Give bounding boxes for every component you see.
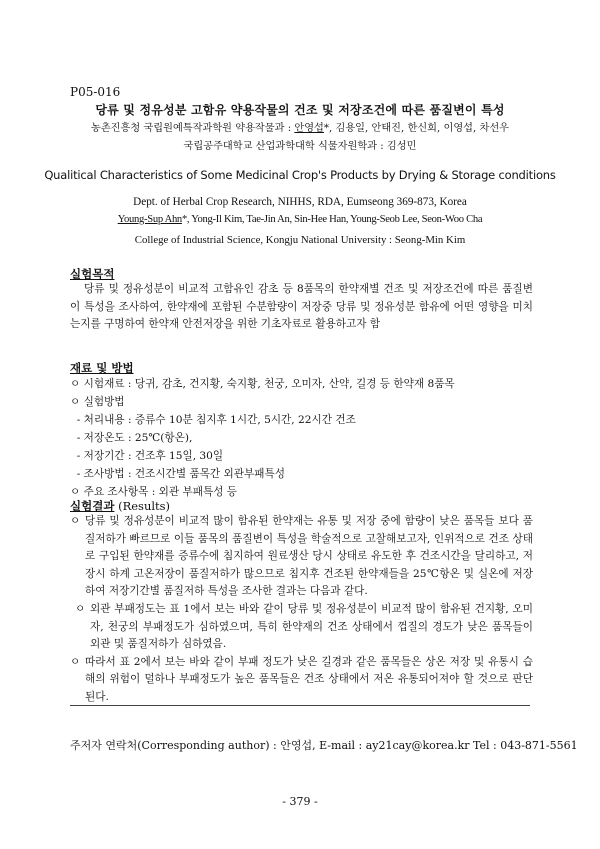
results-bullet [70,654,533,707]
footnote-divider [70,705,530,706]
abstract-code: P05-016 [70,85,121,99]
korean-affiliation: 농촌진흥청 국립원예특작과학원 약용작물과 : [91,123,295,134]
korean-coauthors: *, 김용일, 안태진, 한신희, 이영섭, 차선우 [323,123,509,134]
results-heading [70,498,170,514]
methods-heading: 재료 및 방법 [70,361,134,375]
korean-corresponding-author: 안영섭 [294,123,324,134]
english-authors [0,214,600,225]
corresponding-author-contact: 주저자 연락처(Corresponding author) : 안영섭, E-mail : ay21cay@korea.kr Tel : 043-871-5561 [70,739,578,752]
results-bullet-text: 당류 및 정유성분이 비교적 많이 함유된 한약재는 유통 및 저장 중에 함량이 낮은 품목들 보다 품질저하가 빠르므로 이들 품목의 품질변이 특성을 학술적으로 고찰해보고자, 인위적으로 건조 상태로 구입된 한약재를 증류수에 침지하여 원료생산 당시 상태로 유도한 후 건조시간을 달리하고, 저장시 하계 고온저장이 품질저하가 많으므로 침지후 건조된 한약재들을 25℃항온 및 실온에 저장하여 저장기간별 품질저하 특성을 조사한 결과는 다음과 같다. [85,515,533,598]
results-bullet [70,513,533,601]
results-bullet-text: 외관 부패정도는 표 1에서 보는 바와 같이 당류 및 정유성분이 비교적 많이 함유된 건지황, 오미자, 천궁의 부패정도가 심하였으며, 특히 한약재의 건조 상태에서 껍질의 경도가 낮은 품목들이 외관 및 품질저하가 심하였음. [90,602,533,651]
english-affiliation: Dept. of Herbal Crop Research, NIHHS, RDA, Eumseong 369-873, Korea [133,196,467,208]
korean-authors-line2: 국립공주대학교 산업과학대학 식물자원학과 : 김성민 [183,141,417,152]
english-corresponding-author: Young-Sup Ahn [117,214,182,225]
english-title: Qualitical Characteristics of Some Medicinal Crop's Products by Drying & Storage conditions [44,168,556,182]
results-heading-korean: 실험결과 [70,499,115,513]
english-affiliation-2: College of Industrial Science, Kongju National University : Seong-Min Kim [134,234,466,246]
methods-line: - 저장온도 : 25℃(항온), [70,432,193,444]
korean-title: 당류 및 정유성분 고함유 약용작물의 건조 및 저장조건에 따른 품질변이 특성 [95,103,505,117]
methods-line: - 조사방법 : 건조시간별 품목간 외관부패특성 [70,468,285,480]
bullet-marker: ㅇ [70,515,81,527]
methods-line: ㅇ 주요 조사항목 : 외관 부패특성 등 [70,486,238,498]
results-list [70,513,533,707]
korean-authors [0,119,600,134]
page-number: - 379 - [282,795,318,808]
results-bullet-text: 따라서 표 2에서 보는 바와 같이 부패 정도가 낮은 길경과 같은 품목들은 상온 저장 및 유통시 습해의 위험이 덜하나 부패정도가 높은 품목들은 건조 상태에서 저온 유통되어져야 할 것으로 판단된다. [85,655,533,703]
methods-line: ㅇ 시험재료 : 당귀, 감초, 건지황, 숙지황, 천궁, 오미자, 산약, 길경 등 한약재 8품목 [70,378,455,390]
methods-line: - 처리내용 : 증류수 10분 침지후 1시간, 5시간, 22시간 건조 [70,414,356,426]
results-heading-english: (Results) [114,499,171,513]
methods-line: ㅇ 실험방법 [70,396,125,408]
bullet-marker: ㅇ [70,655,81,668]
objective-text: 당류 및 정유성분이 비교적 고함유인 감초 등 8품목의 한약재별 건조 및 저장조건에 따른 품질변이 특성을 조사하여, 한약재에 포함된 수분함량이 저장중 당류 및 정유성분 함유에 어떤 영향을 미치는지를 구명하여 한약재 안전저장을 위한 기초자료로 활용하고자 함 [70,283,533,331]
results-bullet [75,601,533,654]
objective-heading: 실험목적 [70,267,115,281]
bullet-marker: ㅇ [75,602,86,615]
english-coauthors: *, Yong-Il Kim, Tae-Jin An, Sin-Hee Han, Young-Seob Lee, Seon-Woo Cha [181,214,483,225]
methods-line: - 저장기간 : 건조후 15일, 30일 [70,450,224,462]
